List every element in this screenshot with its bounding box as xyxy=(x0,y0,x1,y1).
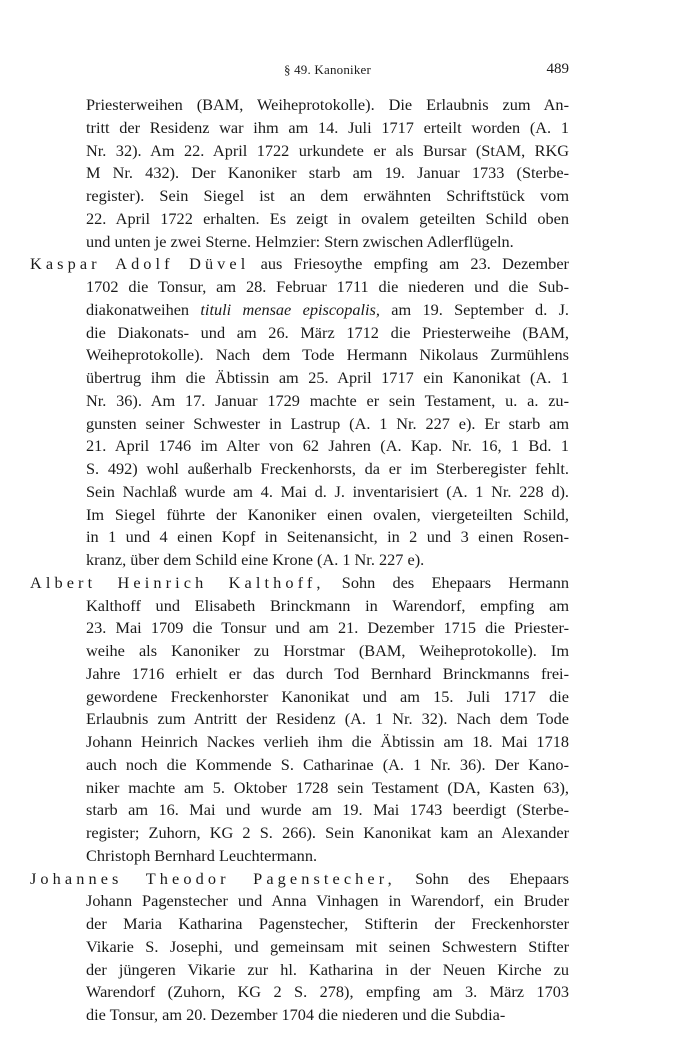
text-line xyxy=(86,140,569,163)
running-head: § 49. Kanoniker xyxy=(283,62,372,77)
text-line xyxy=(86,458,569,481)
text-segment: gewordene Freckenhorster Kanonikat und am 15. Juli 1717 die xyxy=(86,686,569,706)
text-line xyxy=(86,549,569,572)
text-segment: tituli mensae episcopalis, xyxy=(200,299,380,319)
text-line xyxy=(86,504,569,527)
text-segment: Weiheprotokolle). Nach dem Tode Hermann Nikolaus Zurmühlens xyxy=(86,345,569,365)
text-segment: register). Sein Siegel ist an dem erwähnten Schriftstück vom xyxy=(86,186,569,205)
text-segment: übertrug ihm die Äbtissin am 25. April 1717 ein Kanonikat (A. 1 xyxy=(86,368,569,387)
text-line xyxy=(86,959,569,982)
text-line xyxy=(86,686,569,709)
text-line xyxy=(86,640,569,663)
text-segment: tritt der Residenz war ihm am 14. Juli 1717 erteilt worden (A. 1 xyxy=(86,117,569,137)
text-segment: weihe als Kanoniker zu Horstmar (BAM, Weiheprotokolle). Im xyxy=(86,641,569,660)
text-segment: Sohn des Ehepaars xyxy=(415,868,570,888)
text-segment: 22. April 1722 erhalten. Es zeigt in ovalem geteilten Schild oben xyxy=(86,208,569,228)
text-line xyxy=(86,822,569,845)
text-line xyxy=(86,1004,569,1027)
text-line xyxy=(86,299,569,322)
text-segment: 1702 die Tonsur, am 28. Februar 1711 die niederen und die Sub- xyxy=(86,277,569,296)
entry-name: Johannes Theodor Pagenstecher, xyxy=(30,868,396,888)
text-segment: aus Friesoythe empfing am 23. Dezember xyxy=(260,254,569,274)
text-line xyxy=(86,185,569,208)
text-line xyxy=(86,162,569,185)
text-line xyxy=(86,413,569,436)
text-line xyxy=(86,117,569,140)
text-segment: Priesterweihen (BAM, Weiheprotokolle). Die Erlaubnis zum An- xyxy=(86,95,569,114)
text-line xyxy=(86,754,569,777)
text-line xyxy=(86,367,569,390)
text-line xyxy=(86,595,569,618)
text-line xyxy=(86,936,569,959)
text-segment: starb am 16. Mai und wurde am 19. Mai 1743 beerdigt (Sterbe- xyxy=(86,800,569,820)
text-segment: in 1 und 4 einen Kopf in Seitenansicht, in 2 und 3 einen Rosen- xyxy=(86,527,569,547)
text-line xyxy=(86,390,569,413)
text-segment: Erlaubnis zum Antritt der Residenz (A. 1 Nr. 32). Nach dem Tode xyxy=(86,709,569,729)
text-segment: der jüngeren Vikarie zur hl. Katharina in der Neuen Kirche zu xyxy=(86,959,569,979)
text-line xyxy=(86,708,569,731)
text-line xyxy=(86,845,569,868)
entry-name: Albert Heinrich Kalthoff, xyxy=(30,572,325,592)
entry-heading-line xyxy=(30,868,569,891)
text-segment: M Nr. 432). Der Kanoniker starb am 19. Januar 1733 (Sterbe- xyxy=(86,163,569,183)
text-segment: am 19. September d. J. xyxy=(379,299,569,319)
text-segment: kranz, über dem Schild eine Krone (A. 1 Nr. 227 e). xyxy=(86,550,425,569)
text-segment: Nr. 32). Am 22. April 1722 urkundete er als Bursar (StAM, RKG xyxy=(86,140,569,160)
text-segment: Johann Pagenstecher und Anna Vinhagen in Warendorf, ein Bruder xyxy=(86,891,569,911)
entry-name: Kaspar Adolf Düvel xyxy=(30,254,250,274)
text-line xyxy=(86,208,569,231)
text-line xyxy=(86,481,569,504)
text-body xyxy=(30,94,570,1027)
text-segment: Im Siegel führte der Kanoniker einen ovalen, viergeteilten Schild, xyxy=(86,504,569,524)
text-segment: niker machte am 5. Oktober 1728 sein Testament (DA, Kasten 63), xyxy=(86,777,569,797)
text-segment: gunsten seiner Schwester in Lastrup (A. 1 Nr. 227 e). Er starb am xyxy=(86,413,569,433)
text-segment: die Tonsur, am 20. Dezember 1704 die niederen und die Subdia- xyxy=(86,1005,506,1024)
text-segment: 23. Mai 1709 die Tonsur und am 21. Dezember 1715 die Priester- xyxy=(86,618,569,638)
text-line xyxy=(86,344,569,367)
text-line xyxy=(86,435,569,458)
entry-heading-line xyxy=(30,253,569,276)
text-line xyxy=(86,981,569,1004)
text-segment: Sohn des Ehepaars Hermann xyxy=(341,572,569,592)
text-line xyxy=(86,231,569,254)
text-line xyxy=(86,617,569,640)
page-header xyxy=(86,62,569,84)
text-line xyxy=(86,663,569,686)
text-line xyxy=(86,276,569,299)
text-line xyxy=(86,799,569,822)
text-segment: S. 492) wohl außerhalb Freckenhorsts, da er im Sterberegister fehlt. xyxy=(86,459,569,478)
text-segment: der Maria Katharina Pagenstecher, Stifterin der Freckenhorster xyxy=(86,914,569,933)
text-line xyxy=(86,890,569,913)
text-line xyxy=(86,322,569,345)
text-line xyxy=(86,94,569,117)
text-segment: Christoph Bernhard Leuchtermann. xyxy=(86,845,318,865)
text-segment: Jahre 1716 erhielt er das durch Tod Bernhard Brinckmanns frei- xyxy=(86,663,569,683)
text-line xyxy=(86,913,569,936)
text-segment: Kalthoff und Elisabeth Brinckmann in Warendorf, empfing am xyxy=(86,595,569,615)
text-segment: 21. April 1746 im Alter von 62 Jahren (A. Kap. Nr. 16, 1 Bd. 1 xyxy=(86,436,569,456)
text-segment: Vikarie S. Josephi, und gemeinsam mit seinen Schwestern Stifter xyxy=(86,936,569,956)
text-line xyxy=(86,526,569,549)
entry-heading-line xyxy=(30,572,569,595)
text-line xyxy=(86,777,569,800)
text-line xyxy=(86,731,569,754)
text-segment: und unten je zwei Sterne. Helmzier: Stern zwischen Adlerflügeln. xyxy=(86,231,514,251)
text-segment: diakonatweihen xyxy=(86,299,201,319)
text-segment: register; Zuhorn, KG 2 S. 266). Sein Kanonikat kam an Alexander xyxy=(86,823,569,842)
text-segment: Johann Heinrich Nackes verlieh ihm die Äbtissin am 18. Mai 1718 xyxy=(86,732,569,751)
page-number: 489 xyxy=(546,61,569,77)
text-segment: die Diakonats- und am 26. März 1712 die Priesterweihe (BAM, xyxy=(86,322,569,342)
text-segment: Warendorf (Zuhorn, KG 2 S. 278), empfing am 3. März 1703 xyxy=(86,982,569,1002)
text-segment: auch noch die Kommende S. Catharinae (A. 1 Nr. 36). Der Kano- xyxy=(86,754,569,774)
text-segment: Sein Nachlaß wurde am 4. Mai d. J. inventarisiert (A. 1 Nr. 228 d). xyxy=(86,481,569,501)
text-segment: Nr. 36). Am 17. Januar 1729 machte er sein Testament, u. a. zu- xyxy=(86,390,569,410)
